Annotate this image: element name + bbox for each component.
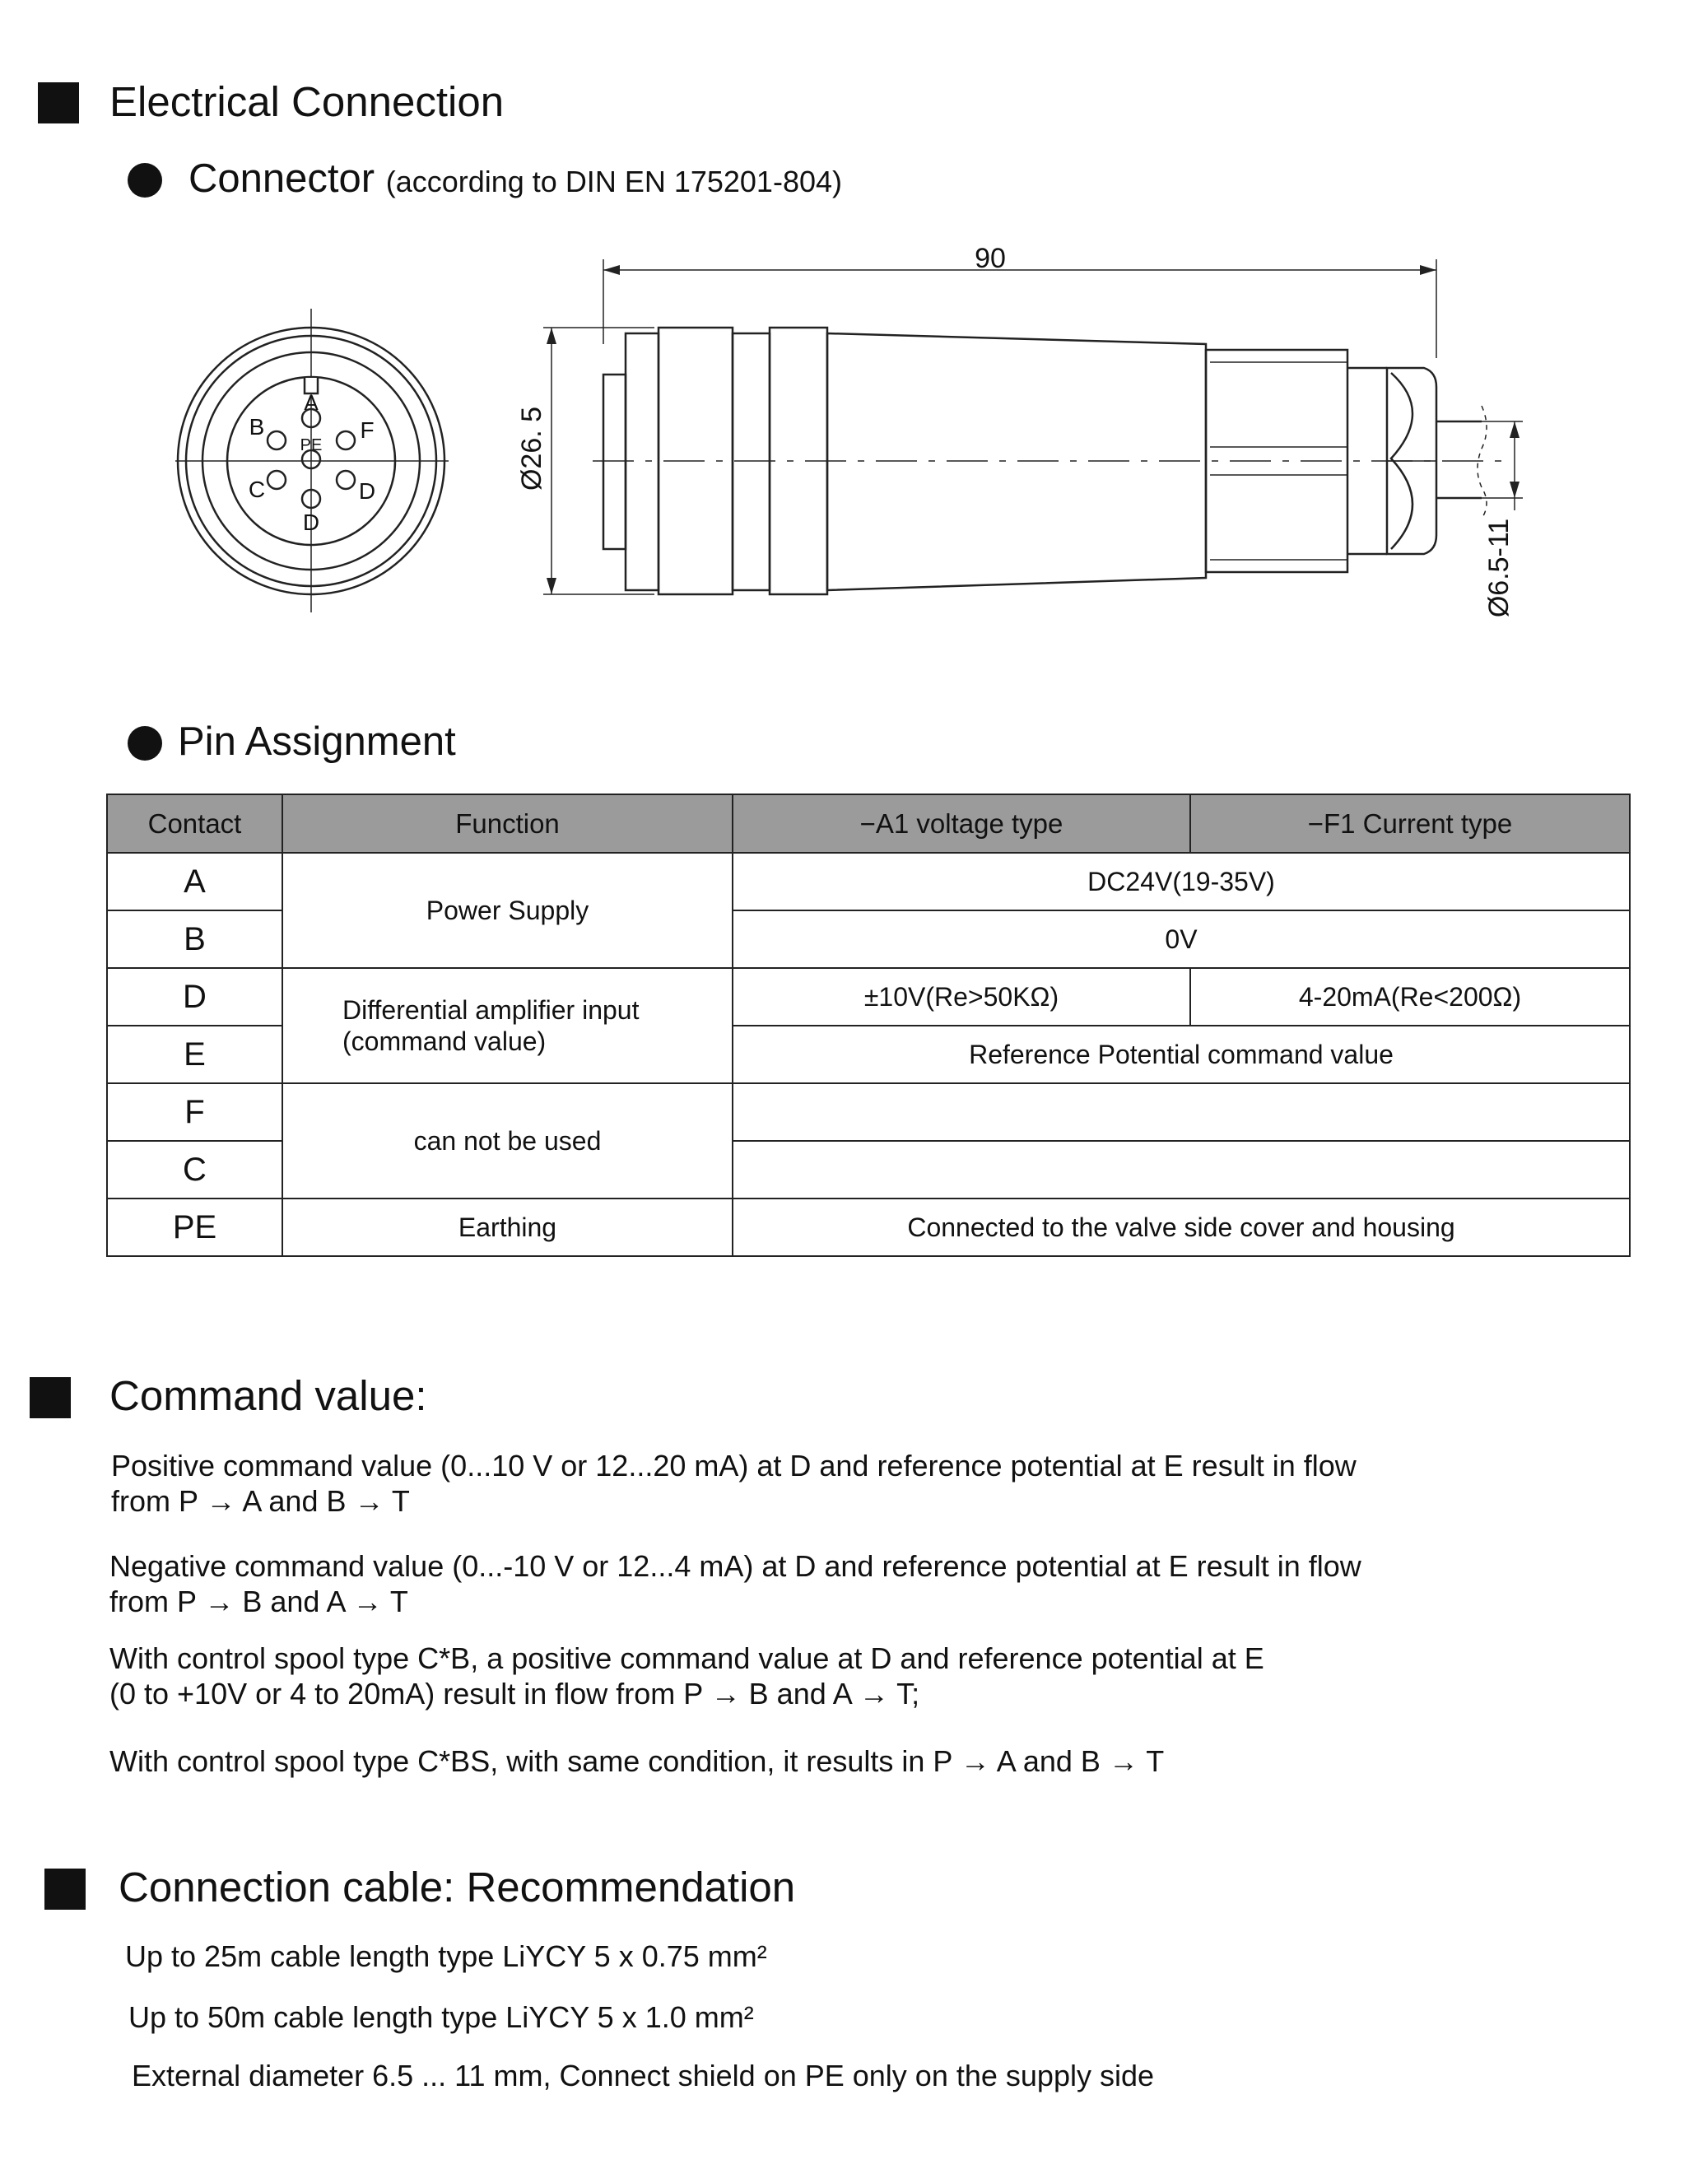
paragraph-line: With control spool type C*B, a positive command value at D and reference potential at E [109, 1641, 1264, 1675]
pin-d-label-bottom: D [302, 510, 320, 535]
section-title-electrical: Electrical Connection [109, 78, 505, 125]
contact-cell: E [107, 1026, 282, 1083]
pin-a-label: A [304, 390, 319, 415]
paragraph-line: from P → B and A → T [109, 1585, 408, 1618]
function-cell [282, 968, 733, 1083]
value-cell: Connected to the valve side cover and housing [733, 1199, 1630, 1256]
header-contact: Contact [107, 794, 282, 853]
contact-cell: D [107, 968, 282, 1026]
section-bullet-square [44, 1869, 86, 1910]
paragraph-line: from P → A and B → T [111, 1484, 410, 1518]
dim-cable-diameter-label: Ø6.5-11 [1483, 518, 1515, 618]
header-a1: −A1 voltage type [733, 794, 1190, 853]
table-row [107, 1199, 1630, 1256]
connector-side-view [543, 259, 1523, 594]
pin-d-socket [337, 471, 355, 489]
dim-body-diameter-label: Ø26. 5 [516, 406, 547, 491]
table-row [107, 968, 1630, 1026]
function-diff-line2: (command value) [342, 1026, 547, 1056]
paragraph-line: With control spool type C*BS, with same condition, it results in P → A and B → T [109, 1744, 1165, 1778]
pin-b-socket [268, 431, 286, 449]
paragraph-line: Negative command value (0...-10 V or 12...4 mA) at D and reference potential at E result in flow [109, 1549, 1361, 1583]
value-cell: 0V [733, 910, 1630, 968]
function-cell: Earthing [282, 1199, 733, 1256]
dim-length-label: 90 [975, 243, 1006, 274]
subsection-bullet-dot [128, 726, 162, 761]
command-paragraph-4 [109, 1743, 1164, 1779]
paragraph-line: Positive command value (0...10 V or 12...20 mA) at D and reference potential at E result in flow [111, 1449, 1357, 1482]
section-title-cable: Connection cable: Recommendation [119, 1864, 796, 1911]
connector-drawing [0, 0, 1708, 659]
command-paragraph-1 [111, 1448, 1357, 1519]
command-paragraph-3 [109, 1641, 1264, 1711]
contact-cell: B [107, 910, 282, 968]
value-cell [733, 1083, 1630, 1141]
contact-cell: C [107, 1141, 282, 1199]
pin-f-socket [337, 431, 355, 449]
value-cell [733, 1141, 1630, 1199]
connector-title: Connector [188, 156, 375, 201]
cable-line-2: Up to 50m cable length type LiYCY 5 x 1.0 mm² [128, 2000, 754, 2034]
contact-cell: F [107, 1083, 282, 1141]
connector-front-view [175, 309, 449, 612]
pin-c-socket [268, 471, 286, 489]
table-row [107, 853, 1630, 910]
header-function: Function [282, 794, 733, 853]
value-cell: 4-20mA(Re<200Ω) [1190, 968, 1630, 1026]
header-f1: −F1 Current type [1190, 794, 1630, 853]
function-diff-line1: Differential amplifier input [342, 995, 640, 1025]
value-cell: ±10V(Re>50KΩ) [733, 968, 1190, 1026]
pin-assignment-table [106, 794, 1631, 1257]
table-row [107, 1083, 1630, 1141]
connector-subtitle: (according to DIN EN 175201-804) [385, 165, 842, 198]
pin-f-label: F [360, 417, 375, 443]
function-cell: can not be used [282, 1083, 733, 1199]
table-header-row [107, 794, 1630, 853]
cable-line-3: External diameter 6.5 ... 11 mm, Connect shield on PE only on the supply side [132, 2059, 1154, 2092]
function-cell: Power Supply [282, 853, 733, 968]
section-bullet-square [30, 1377, 71, 1418]
paragraph-line: (0 to +10V or 4 to 20mA) result in flow from P → B and A → T; [109, 1677, 920, 1711]
pin-b-label: B [249, 414, 265, 440]
section-title-command: Command value: [109, 1372, 427, 1419]
pin-pe-label: PE [300, 436, 323, 454]
cable-line-1: Up to 25m cable length type LiYCY 5 x 0.75 mm² [125, 1939, 767, 1973]
subsection-title-pin-assignment: Pin Assignment [178, 719, 456, 764]
pin-c-label: C [248, 477, 266, 502]
contact-cell: PE [107, 1199, 282, 1256]
value-cell: DC24V(19-35V) [733, 853, 1630, 910]
value-cell: Reference Potential command value [733, 1026, 1630, 1083]
contact-cell: A [107, 853, 282, 910]
pin-d-label-right: D [358, 478, 376, 504]
command-paragraph-2 [109, 1548, 1361, 1619]
